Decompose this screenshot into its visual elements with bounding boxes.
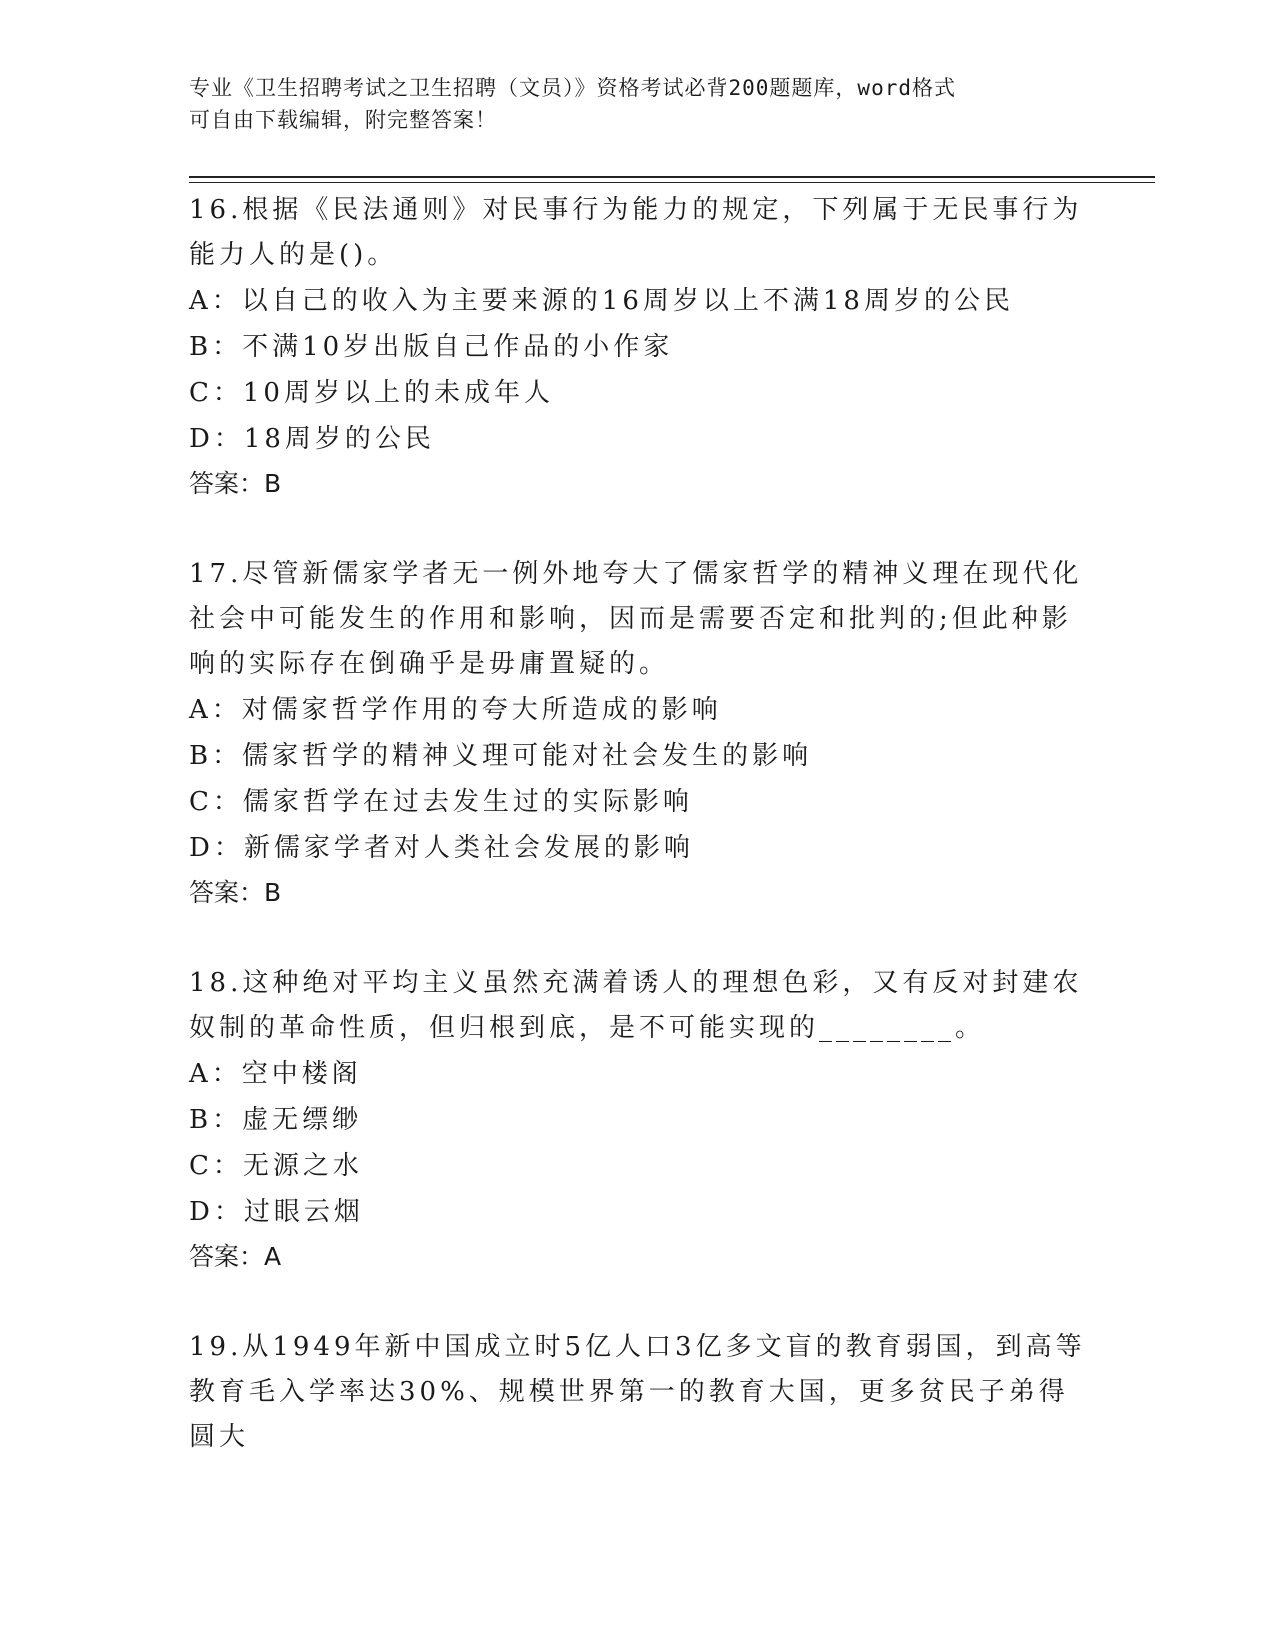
option-a: A：空中楼阁 <box>189 1059 362 1089</box>
header-line-1: 专业《卫生招聘考试之卫生招聘（文员）》资格考试必背200题题库，word格式 <box>189 76 956 100</box>
option-b: B：不满10岁出版自己作品的小作家 <box>189 332 674 362</box>
document-header <box>189 72 1089 136</box>
option-a: A：以自己的收入为主要来源的16周岁以上不满18周岁的公民 <box>189 286 1014 316</box>
option-a: A：对儒家哲学作用的夸大所造成的影响 <box>189 695 722 725</box>
question-17 <box>189 552 1089 915</box>
question-stem: 18.这种绝对平均主义虽然充满着诱人的理想色彩，又有反对封建农奴制的革命性质，但归根到底，是不可能实现的________。 <box>189 968 1083 1043</box>
question-list <box>189 188 1089 1506</box>
option-d: D：18周岁的公民 <box>189 424 435 454</box>
header-line-2: 可自由下载编辑，附完整答案！ <box>189 108 497 132</box>
option-c: C：10周岁以上的未成年人 <box>189 378 554 408</box>
option-c: C：无源之水 <box>189 1151 363 1181</box>
answer-label: 答案：B <box>189 469 282 498</box>
question-16 <box>189 188 1089 506</box>
option-b: B：儒家哲学的精神义理可能对社会发生的影响 <box>189 741 813 771</box>
answer-label: 答案：A <box>189 1242 282 1271</box>
question-stem: 17.尽管新儒家学者无一例外地夸大了儒家哲学的精神义理在现代化社会中可能发生的作用和影响，因而是需要否定和批判的;但此种影响的实际存在倒确乎是毋庸置疑的。 <box>189 559 1083 679</box>
option-c: C：儒家哲学在过去发生过的实际影响 <box>189 787 693 817</box>
answer-label: 答案：B <box>189 878 282 907</box>
option-b: B：虚无缥缈 <box>189 1105 363 1135</box>
question-stem: 16.根据《民法通则》对民事行为能力的规定，下列属于无民事行为能力人的是()。 <box>189 195 1083 270</box>
header-divider-thin <box>189 182 1155 183</box>
header-divider <box>189 176 1155 178</box>
question-stem: 19.从1949年新中国成立时5亿人口3亿多文盲的教育弱国，到高等教育毛入学率达30%、规模世界第一的教育大国，更多贫民子弟得圆大 <box>189 1332 1086 1452</box>
question-19 <box>189 1325 1089 1460</box>
question-18 <box>189 961 1089 1279</box>
option-d: D：过眼云烟 <box>189 1197 364 1227</box>
option-d: D：新儒家学者对人类社会发展的影响 <box>189 833 694 863</box>
